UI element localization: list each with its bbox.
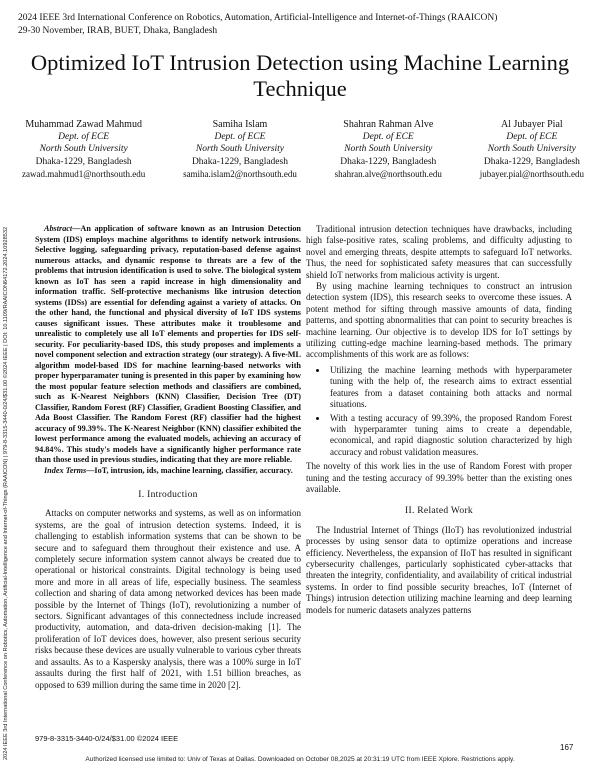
- author-dept: Dept. of ECE: [506, 132, 558, 143]
- section-heading-related-work: II. Related Work: [405, 506, 473, 517]
- author-university: North South University: [39, 144, 128, 155]
- conference-line-1: 2024 IEEE 3rd International Conference on Robotics, Automation, Artificial-Intelligence and Internet-of-Things (RAAICON): [18, 13, 498, 23]
- author-dept: Dept. of ECE: [214, 132, 266, 143]
- author-name: Al Jubayer Pial: [501, 119, 563, 130]
- page-number: 167: [560, 743, 574, 752]
- author-name: Samiha Islam: [212, 119, 268, 130]
- author-city: Dhaka-1229, Bangladesh: [191, 156, 288, 167]
- conference-line-2: 29-30 November, IRAB, BUET, Dhaka, Bangladesh: [18, 26, 218, 36]
- author-email[interactable]: shahran.alve@northsouth.edu: [334, 168, 442, 179]
- author-block: [22, 119, 584, 180]
- intro-paragraph-4: The novelty of this work lies in the use of Random Forest with proper tuning and the testing accuracy of 99.39% better than the existing ones available.: [306, 461, 572, 494]
- author-dept: Dept. of ECE: [362, 132, 414, 143]
- author-university: North South University: [195, 144, 285, 155]
- contribution-item: • Utilizing the machine learning methods with hyperparameter tuning with the help of, the research aims to extract essential features from a dataset containing both attacks and normal situations.: [328, 365, 572, 411]
- author-name: Shahran Rahman Alve: [343, 119, 434, 130]
- author-dept: Dept. of ECE: [58, 132, 110, 143]
- author-3: [335, 119, 442, 180]
- contributions-list: [306, 365, 572, 458]
- index-terms-label: Index Terms: [44, 465, 87, 475]
- author-2: [183, 119, 297, 180]
- author-email[interactable]: samiha.islam2@northsouth.edu: [183, 168, 297, 179]
- side-doi-strip: [3, 40, 15, 760]
- intro-paragraph-2: Traditional intrusion detection techniques have drawbacks, including high false-positive rates, scaling problems, and difficulty adjusting to novel and emerging threats, despite attempts to safeguard IoT networks. Thus, the need for sophisticated safety measures that can successfully shield IoT networks from malicious activity is urgent.: [306, 224, 572, 280]
- side-doi-text: 2024 IEEE 3rd International Conference on Robotics, Automation, Artificial-Intelligence and Internet-of-Things (RAAICON) | 979-8-3315-3440-0/24/$31.00 ©2024 IEEE | DOI: 10.1109/RAAICON64172.2024.10928532: [3, 226, 9, 760]
- intro-paragraph-3: By using machine learning techniques to construct an intrusion detection system (IDS), this research seeks to overcome these issues. A potent method for sifting through massive amounts of data, finding patterns, and spotting abnormalities that can point to security breaches is machine learning. Our objective is to develop IDS for IoT settings by utilizing cutting-edge machine learning-based methods. The primary accomplishments of this work are as follows:: [306, 281, 572, 360]
- related-paragraph-1: The Industrial Internet of Things (IIoT) has revolutionized industrial processes by using sensor data to optimize operations and increase efficiency. Nevertheless, the expansion of IIoT has resulted in significant cybersecurity challenges, particularly sophisticated cyber-attacks that threaten the integrity, confidentiality, and availability of critical industrial systems. In order to find possible security breaches, IoT (Internet of Things) intrusion detection utilizing machine learning and deep learning models for numeric datasets analyzes patterns: [306, 524, 572, 615]
- paper-title: Optimized IoT Intrusion Detection using Machine Learning Technique: [30, 50, 570, 101]
- section-heading-introduction: I. Introduction: [138, 490, 198, 500]
- abstract-text: —An application of software known as an Intrusion Detection System (IDS) employs machine algorithms to identify network intrusions. Selective logging, safeguarding privacy, reputation-based defense against numerous attacks, and dynamic response to threats are a few of the problems that intrusion identification is used to solve. The biological system known as IoT has seen a rapid increase in high dimensionality and information traffic. Self-protective mechanisms like intrusion detection systems (IDSs) are essential for defending against a variety of attacks. On the other hand, the functional and physical diversity of IoT IDS systems causes significant issues. These attributes make it troublesome and unrealistic to completely use all IoT elements and properties for IDS self-security. For peculiarity-based IDS, this study proposes and implements a novel component selection and extraction strategy (our strategy). A five-ML algorithm model-based IDS for machine learning-based networks with proper hyperparamater tuning is presented in this paper by examining how the most popular feature selection methods and classifiers are combined, such as K-Nearest Neighbors (KNN) Classifier, Decision Tree (DT) Classifier, Random Forest (RF) Classifier, Gradient Boosting Classifier, and Ada Boost Classifier. The Random Forest (RF) classifier had the highest accuracy of 99.39%. The K-Nearest Neighbor (KNN) classifier exhibited the lowest performance among the evaluated models, achieving an accuracy of 94.84%. This study's models have a significantly higher performance rate than those used in previous studies, indicating that they are more reliable.: [35, 224, 301, 464]
- author-university: North South University: [344, 144, 433, 155]
- footer-isbn: 979-8-3315-3440-0/24/$31.00 ©2024 IEEE: [35, 734, 179, 743]
- abstract-label: Abstract: [44, 224, 73, 233]
- author-city: Dhaka-1229, Bangladesh: [483, 156, 580, 167]
- author-city: Dhaka-1229, Bangladesh: [35, 156, 132, 167]
- abstract: [35, 224, 301, 466]
- index-terms: [35, 466, 301, 477]
- footer-authorized-notice: Authorized licensed use limited to: Univ of Texas at Dallas. Downloaded on October 08,2025 at 20:31:19 UTC from IEEE Xplore. Restrictions apply.: [85, 756, 515, 763]
- author-name: Muhammad Zawad Mahmud: [25, 119, 142, 130]
- right-column: [306, 224, 572, 616]
- author-city: Dhaka-1229, Bangladesh: [340, 156, 437, 167]
- author-1: [22, 119, 145, 180]
- author-email[interactable]: zawad.mahmud1@northsouth.edu: [22, 168, 146, 179]
- author-4: [480, 119, 584, 180]
- contribution-item: • With a testing accuracy of 99.39%, the proposed Random Forest with hyperparamter tuning aims to create a dependable, economical, and rapid diagnostic solution characterized by high accuracy and robust validation measures.: [328, 413, 572, 459]
- conference-header: [18, 12, 497, 38]
- author-email[interactable]: jubayer.pial@northsouth.edu: [479, 168, 584, 179]
- intro-paragraph-1: Attacks on computer networks and systems, as well as on information systems, are the goal of intrusion detection systems. Indeed, it is challenging to establish information systems that can be shown to be secure and to safeguard them throughout their existence and use. A completely secure information system cannot always be created due to operational or historical constraints. Digital technology is being used more and more in all areas of life, especially business. The seamless collection and sharing of data among networked devices has been made possible by the Internet of Things (IoT), revolutionizing a number of sectors. Significant advantages of this connectedness include increased productivity, automation, and data-driven decision-making [1]. The proliferation of IoT devices does, however, also present serious security risks because these devices are usually vulnerable to various cyber threats and assaults. As to a Kaspersky analysis, there was a 100% surge in IoT assaults during the first half of 2021, with 1.51 billion breaches, as opposed to 639 million during the same time in 2020 [2].: [35, 508, 301, 690]
- author-university: North South University: [487, 144, 576, 155]
- left-column: [35, 224, 301, 691]
- index-terms-text: —IoT, intrusion, ids, machine learning, classifier, accuracy.: [86, 465, 293, 475]
